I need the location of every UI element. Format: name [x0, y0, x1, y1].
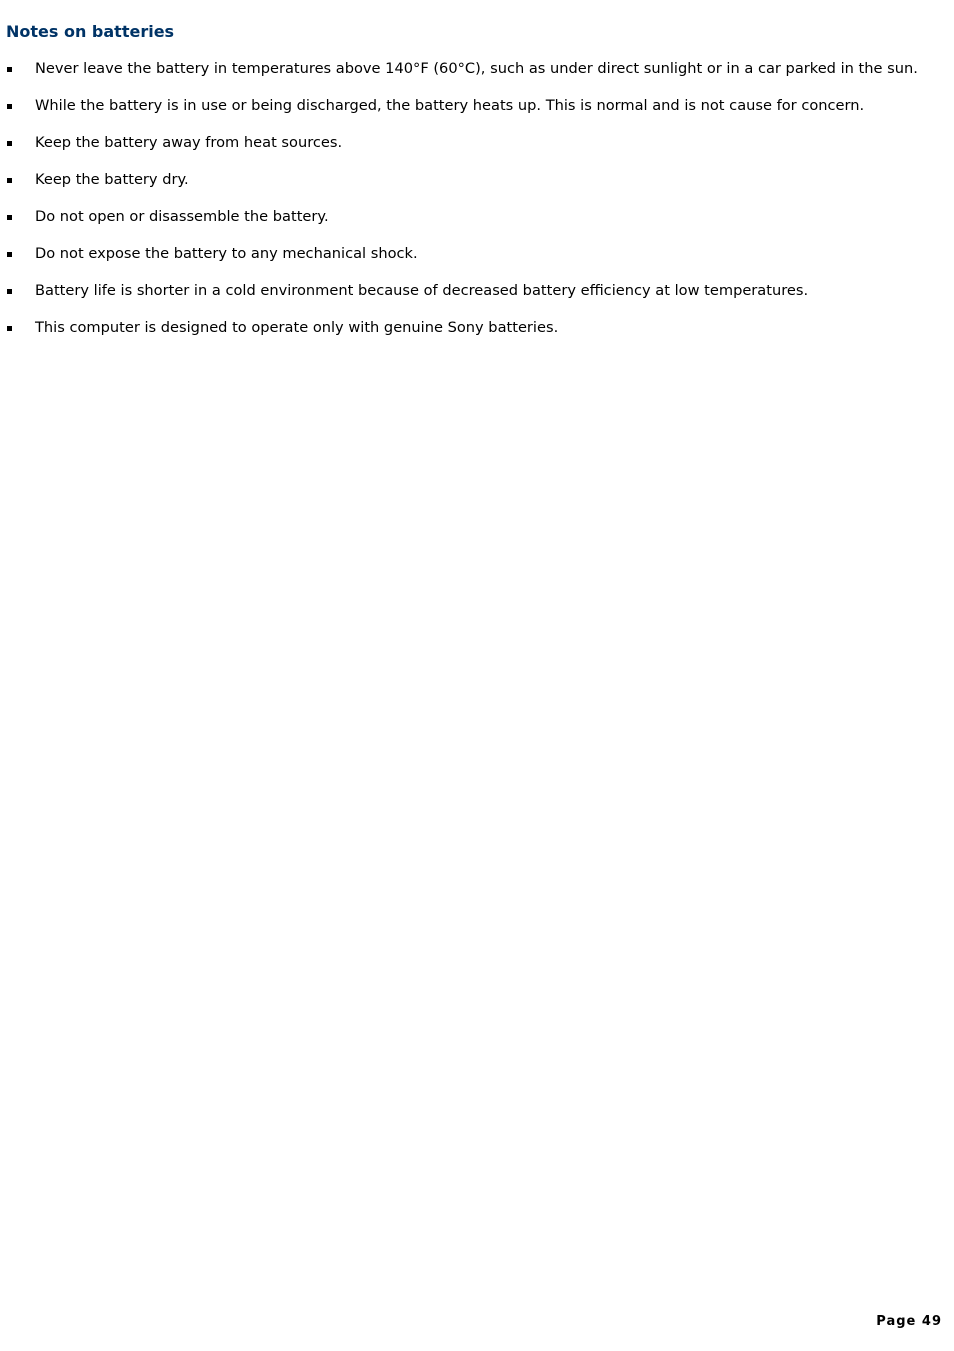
note-text: Keep the battery dry. [35, 171, 189, 188]
square-bullet-icon [7, 326, 12, 331]
square-bullet-icon [7, 178, 12, 183]
note-text: Never leave the battery in temperatures above 140°F (60°C), such as under direct sunlight or in a car parked in the sun. [35, 60, 918, 77]
list-item [0, 282, 930, 300]
square-bullet-icon [7, 104, 12, 109]
square-bullet-icon [7, 141, 12, 146]
list-item [0, 208, 930, 226]
page-number: Page 49 [876, 1314, 942, 1329]
note-text: While the battery is in use or being discharged, the battery heats up. This is normal and is not cause for concern. [35, 97, 865, 114]
page-title: Notes on batteries [6, 22, 175, 41]
note-text: Battery life is shorter in a cold environment because of decreased battery efficiency at low temperatures. [35, 282, 809, 299]
note-text: Do not open or disassemble the battery. [35, 208, 329, 225]
note-text: Do not expose the battery to any mechanical shock. [35, 245, 418, 262]
note-text: Keep the battery away from heat sources. [35, 134, 343, 151]
list-item [0, 60, 930, 78]
note-text: This computer is designed to operate only with genuine Sony batteries. [35, 319, 559, 336]
square-bullet-icon [7, 215, 12, 220]
list-item [0, 134, 930, 152]
square-bullet-icon [7, 252, 12, 257]
list-item [0, 319, 930, 337]
list-item [0, 97, 930, 115]
notes-list [0, 60, 930, 356]
square-bullet-icon [7, 67, 12, 72]
list-item [0, 171, 930, 189]
square-bullet-icon [7, 289, 12, 294]
list-item [0, 245, 930, 263]
